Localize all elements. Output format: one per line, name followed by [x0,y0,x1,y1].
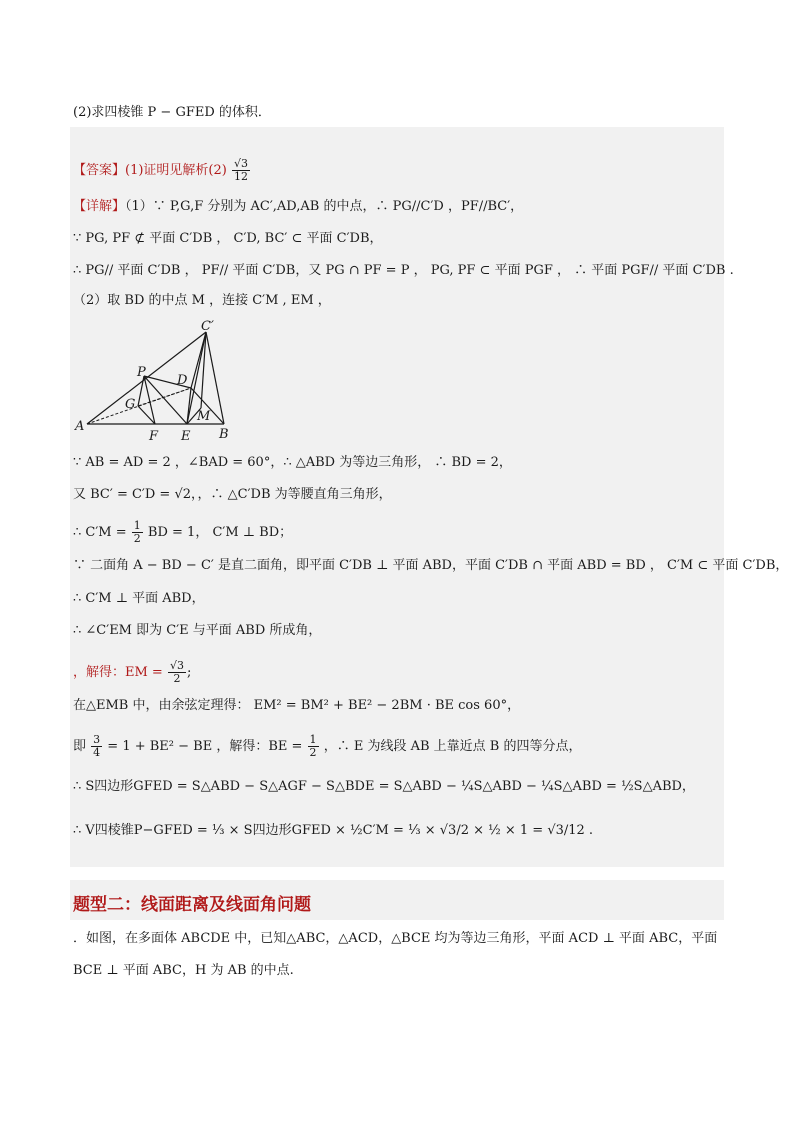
detail-line-8: ∵ 二面角 A − BD − C′ 是直二面角，即平面 C′DB ⊥ 平面 ABD，平面 C′DB ∩ 平面 ABD = BD ， C′M ⊂ 平面 C′DB， [73,558,789,573]
label-F: F [149,429,159,444]
section-heading: 题型二：线面距离及线面角问题 [73,895,311,915]
answer-text: (1)证明见解析(2) [125,163,227,178]
section2-paragraph-1: ．如图，在多面体 ABCDE 中，已知△ABC，△ACD，△BCE 均为等边三角形，平面 ACD ⊥ 平面 ABC，平面 [73,931,718,946]
detail-line-15: ∴ V四棱锥P−GFED = ⅓ × S四边形GFED × ½C′M = ⅓ × √3/2 × ½ × 1 = √3/12 . [73,823,594,838]
detail-label: 【详解】 [73,199,126,214]
label-M: M [197,409,211,424]
detail-line-4: （2）取 BD 的中点 M ，连接 C′M , EM ， [73,293,331,308]
label-G: G [125,397,136,412]
detail-line-6: 又 BC′ = C′D = √2，，∴ △C′DB 为等腰直角三角形， [73,487,392,502]
detail-line-14: ∴ S四边形GFED = S△ABD − S△AGF − S△BDE = S△ABD − ¼S△ABD − ¼S△ABD = ½S△ABD， [73,779,695,794]
fraction-half-2: $\frac{1}{2}$ [309,733,317,759]
label-D: D [177,373,188,388]
detail-line-10: ∴ ∠C′EM 即为 C′E 与平面 ABD 所成角， [73,623,322,638]
fraction-three-quarter: $\frac{3}{4}$ [93,733,101,759]
label-P: P [137,365,146,380]
label-B: B [219,427,229,442]
edge-PF [144,376,155,424]
detail-line-5: ∵ AB = AD = 2 ，∠BAD = 60°，∴ △ABD 为等边三角形， ∴ BD = 2， [73,455,512,470]
answer-line [73,158,251,183]
label-C: C′ [201,319,214,334]
answer-label: 【答案】 [73,163,126,178]
label-E: E [181,429,191,444]
detail-line-13: 即 $\frac{3}{4}$ = 1 + BE² − BE ，解得：BE = $\frac{1}{2}$ ，∴ E 为线段 AB 上靠近点 B 的四等分点， [73,733,582,759]
label-A: A [75,419,85,434]
fraction-root3-half: $\frac{√3}{2}$ [169,659,184,685]
detail-line-9: ∴ C′M ⊥ 平面 ABD， [73,591,205,606]
detail-line-7: ∴ C′M = $\frac{1}{2}$ BD = 1， C′M ⊥ BD； [73,519,293,545]
edge-PG [138,376,144,406]
detail-line-11: ，解得：EM = $\frac{√3}{2}$ ; [73,659,192,685]
section2-paragraph-2: BCE ⊥ 平面 ABC，H 为 AB 的中点. [73,963,294,978]
detail-line-12: 在△EMB 中，由余弦定理得： EM² = BM² + BE² − 2BM · BE cos 60°， [73,698,521,713]
detail-line-1: 【详解】（1）∵ P,G,F 分别为 AC′,AD,AB 的中点，∴ PG//C′D ，PF//BC′， [73,199,524,214]
fraction-half: $\frac{1}{2}$ [133,519,141,545]
detail-line-3: ∴ PG// 平面 C′DB ， PF// 平面 C′DB，又 PG ∩ PF = P ， PG, PF ⊂ 平面 PGF ， ∴ 平面 PGF// 平面 C′DB . [73,263,734,278]
answer-fraction: $\frac{√3}{12}$ [234,157,249,183]
question-part2: (2)求四棱锥 P − GFED 的体积． [73,105,271,120]
pyramid-figure [73,318,233,444]
detail-line-2: ∵ PG, PF ⊄ 平面 C′DB ， C′D, BC′ ⊂ 平面 C′DB， [73,231,383,246]
